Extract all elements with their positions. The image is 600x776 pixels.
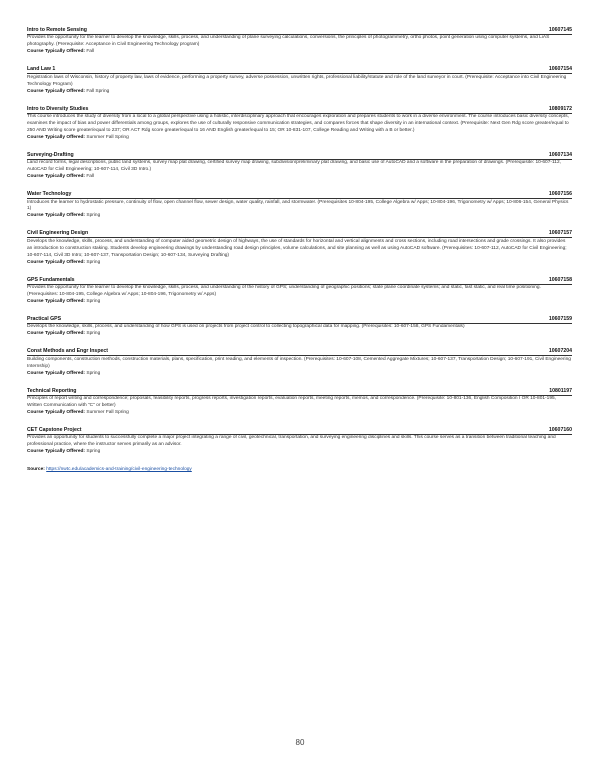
- offered-terms: Spring: [86, 298, 101, 304]
- offered-terms: Spring: [86, 449, 101, 455]
- offered-terms: Spring: [86, 213, 101, 219]
- course-offered: [27, 89, 572, 96]
- course-description: Building components, construction methods, construction materials, plans, specification, print reading, and elements of inspection. (Prerequisites: 10-607-108, Cemented Aggregate Mixtures; 10-607-137, Transportation Design; 10-607-191, Civil Engineering Internship): [27, 356, 571, 369]
- course-title: Const Methods and Engr Inspect: [27, 348, 108, 355]
- course-description: This course introduces the study of diversity from a local to a global perspective using a holistic, interdisciplinary approach that encourages exploration and prepares students to work in a diverse environment. The course introduces basic diversity concepts, examines the impact of bias and power differentials among groups, explores the use of culturally responsive communication strategies, and compares forces that shape diversity in an international context. (Prerequisite: Next Gen Rdg score greater/equal to 250 AND Writing score greater/equal to 237; OR ACT Rdg score greater/equal to 16 AND English greater/equal to 15; OR 10-831-107, College Reading and Writing with a B or better.): [27, 114, 569, 133]
- course-number: 10607204: [548, 348, 572, 355]
- course-title: Water Technology: [27, 191, 72, 198]
- course-header: [27, 191, 572, 199]
- course-header: [27, 27, 572, 35]
- offered-terms: Spring: [86, 259, 101, 265]
- course-entry: [27, 66, 572, 95]
- course-title: Intro to Remote Sensing: [27, 27, 87, 33]
- course-list: [27, 27, 572, 474]
- course-header: [27, 277, 572, 285]
- offered-terms: Spring: [86, 331, 101, 337]
- course-offered: [27, 49, 572, 56]
- source-citation: [27, 467, 572, 474]
- source-label: Source:: [27, 467, 45, 473]
- course-header: [27, 348, 572, 356]
- course-title: Civil Engineering Design: [27, 230, 89, 237]
- course-entry: [27, 348, 572, 377]
- offered-label: Course Typically Offered:: [27, 213, 86, 219]
- course-offered: [27, 135, 572, 142]
- course-number: 10607134: [548, 151, 572, 158]
- offered-label: Course Typically Offered:: [27, 331, 86, 337]
- course-offered: [27, 371, 572, 378]
- offered-terms: Spring: [86, 370, 101, 376]
- course-description: Introduces the learner to hydrostatic pressure, continuity of flow, open channel flow, sewer design, water quality, rainfall, and stormwater. (Prerequisites 10-804-195, College Algebra w/ Apps; 10-804-196, Trigonometry w/ Apps; 10-806-154, General Physics 1): [27, 199, 569, 212]
- offered-terms: Summer Fall Spring: [86, 134, 129, 140]
- course-title: Land Law 1: [27, 66, 56, 73]
- course-entry: [27, 277, 572, 306]
- course-number: 10801197: [549, 387, 572, 394]
- course-header: [27, 316, 572, 324]
- course-entry: [27, 191, 572, 220]
- course-header: [27, 66, 572, 74]
- course-header: [27, 106, 572, 114]
- offered-terms: Fall Spring: [86, 88, 110, 94]
- offered-label: Course Typically Offered:: [27, 88, 86, 94]
- offered-label: Course Typically Offered:: [27, 298, 86, 304]
- course-description: Land record forms, legal descriptions, public land systems, survey map plat drawing, certified survey map drawing, subdivision/preliminary plat drawing, and basic use of AutoCAD and a software in the preparation of drawings. (Prerequisite: 10-607-112, AutoCAD for Civil Engineering; 10-607-114, Civil 3D Intro.): [27, 160, 561, 173]
- course-number: 10809172: [548, 105, 572, 112]
- offered-label: Course Typically Offered:: [27, 134, 86, 140]
- course-title: CET Capstone Project: [27, 427, 82, 434]
- course-title: Surveying-Drafting: [27, 151, 74, 158]
- offered-label: Course Typically Offered:: [27, 370, 86, 376]
- course-offered: [27, 410, 572, 417]
- course-offered: [27, 299, 572, 306]
- course-entry: [27, 388, 572, 417]
- course-offered: [27, 213, 572, 220]
- offered-label: Course Typically Offered:: [27, 449, 86, 455]
- course-header: [27, 427, 572, 435]
- course-title: GPS Fundamentals: [27, 276, 75, 283]
- course-number: 10607160: [548, 427, 572, 434]
- course-entry: [27, 316, 572, 338]
- offered-terms: Fall: [86, 49, 95, 55]
- course-offered: [27, 174, 572, 181]
- course-description: Principles of report writing and correspondence; proposals, feasibility reports, progress reports, investigation reports, evaluation reports, meeting reports, memos, and correspondence. (Prerequisite: 10-801-136, English Composition I OR 10-801-195, Written Communication with "C" or better): [27, 396, 556, 409]
- course-number: 10607158: [548, 276, 572, 283]
- course-title: Intro to Diversity Studies: [27, 105, 89, 112]
- page-number: 80: [295, 738, 305, 747]
- course-entry: [27, 152, 572, 181]
- offered-label: Course Typically Offered:: [27, 259, 86, 265]
- course-number: 10607159: [548, 316, 572, 322]
- course-header: [27, 230, 572, 238]
- course-number: 10607156: [548, 191, 572, 198]
- course-offered: [27, 449, 572, 456]
- course-description: Provides an opportunity for students to successfully complete a major project integrating a range of civil, geotechnical, transportation, and surveying engineering disciplines and skills. This course serves as a transition between traditional teaching and professional practice, where the instructor serves primarily as an advisor.: [27, 435, 556, 448]
- course-number: 10607154: [548, 66, 572, 73]
- course-number: 10607157: [548, 230, 572, 237]
- course-description: Provides the opportunity for the learner to develop the knowledge, skills, process, and understanding of the history of GPS; understanding of geographic positions; state plane coordinate systems; and static, fast static, and real time positioning. (Prerequisites: 10-804-195, College Algebra w/ Apps; 10-804-196, Trigonometry w/ Apps): [27, 285, 541, 297]
- course-entry: [27, 427, 572, 456]
- course-header: [27, 388, 572, 396]
- course-title: Practical GPS: [27, 316, 62, 322]
- offered-terms: Summer Fall Spring: [86, 409, 129, 415]
- course-entry: [27, 106, 572, 142]
- course-entry: [27, 27, 572, 56]
- course-description: Provides the opportunity for the learner to develop the knowledge, skills, process, and understanding of plane surveying calculations, conversions, the principles of photogrammetry, ortho photos, point generation using computer systems, and LiAS photography. (Prerequisite: Acceptance in Civil Engineering Technology program): [27, 35, 550, 48]
- course-title: Technical Reporting: [27, 387, 77, 394]
- course-description: Develops the knowledge, skills, process, and understanding of how GPS is used on projects from project control to collecting topographical data for mapping. (Prerequisites: 10-607-158, GPS Fundamentals): [27, 324, 465, 330]
- course-offered: [27, 331, 572, 338]
- course-description: Registration laws of Wisconsin, history of property law, laws of evidence, performing a property survey, adverse possession, unwritten rights, professional liability/statute and role of the land surveyor in court. (Prerequisite: Acceptance into Civil Engineering Technology Program): [27, 74, 567, 87]
- source-link[interactable]: https://nwtc.edu/academics-and-training/civil-engineering-technology: [46, 467, 192, 473]
- course-header: [27, 152, 572, 160]
- offered-terms: Fall: [86, 174, 95, 180]
- offered-label: Course Typically Offered:: [27, 49, 86, 55]
- course-number: 10607145: [548, 27, 572, 33]
- course-offered: [27, 260, 572, 267]
- course-entry: [27, 230, 572, 266]
- offered-label: Course Typically Offered:: [27, 174, 86, 180]
- course-description: Develops the knowledge, skills, process, and understanding of computer aided geometric design of highways, the use of standards for horizontal and vertical alignments and cross sections, including road intersections and grade crossings. It also provides an introduction to construction staking. Students develop engineering drawings by understanding road design principles, volume calculations, and site planning as well as using AutoCAD software. (Prerequisites: 10-607-112, AutoCAD for Civil Engineering; 10-607-114, Civil 3D Intro; 10-607-137, Transportation Design; 10-607-134, Surveying Drafting): [27, 238, 567, 258]
- offered-label: Course Typically Offered:: [27, 409, 86, 415]
